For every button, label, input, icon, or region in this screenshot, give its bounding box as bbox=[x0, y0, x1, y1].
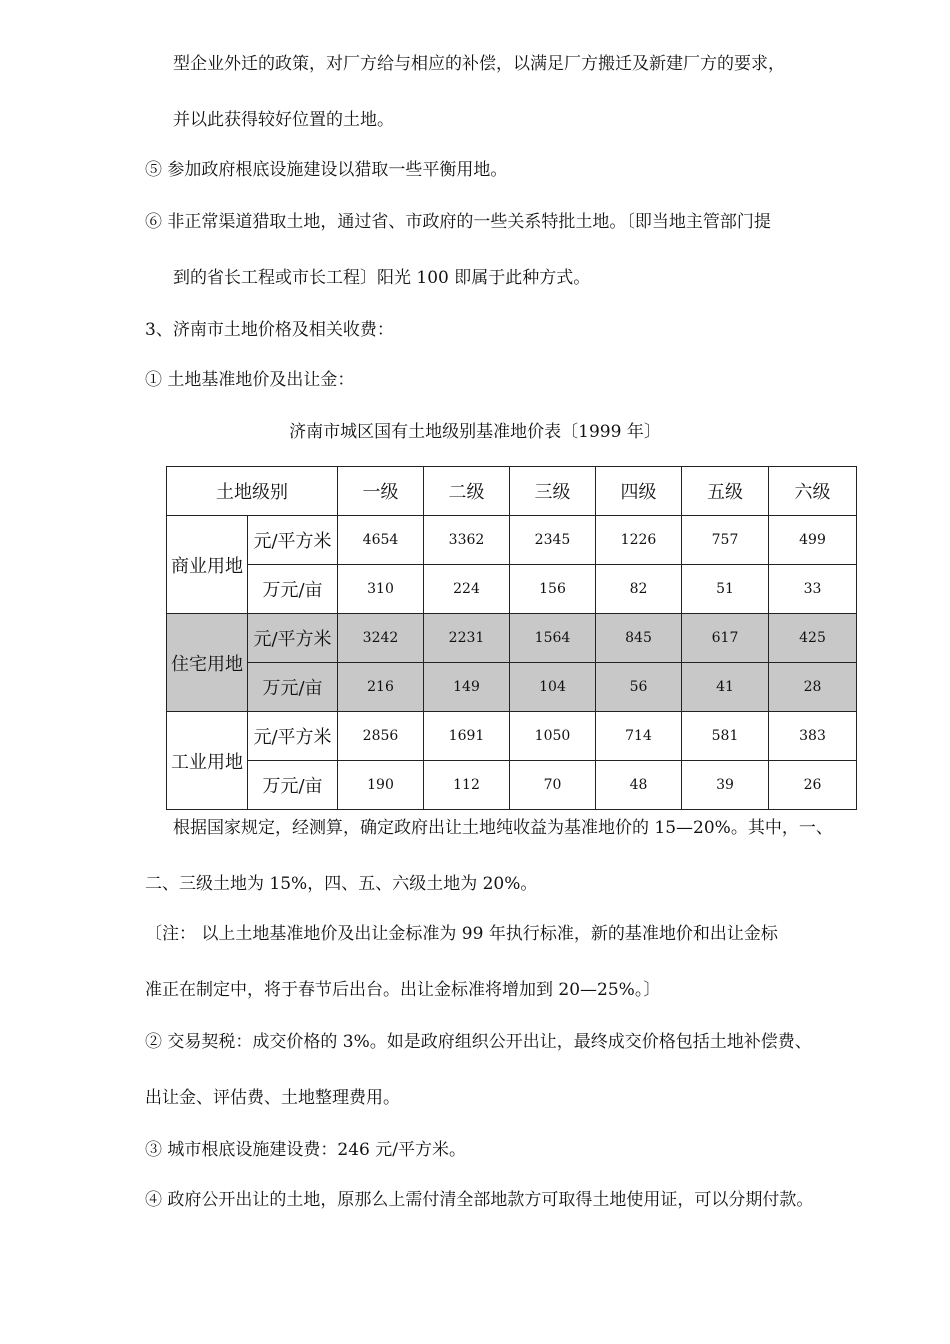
value-cell: 1050 bbox=[510, 712, 596, 761]
value-cell: 216 bbox=[338, 663, 424, 712]
value-cell: 383 bbox=[769, 712, 857, 761]
value-cell: 499 bbox=[769, 516, 857, 565]
value-cell: 82 bbox=[596, 565, 682, 614]
value-cell: 3362 bbox=[424, 516, 510, 565]
value-cell: 26 bbox=[769, 761, 857, 810]
paragraph-line: 出让金、评估费、土地整理费用。 bbox=[145, 1088, 400, 1108]
value-cell: 156 bbox=[510, 565, 596, 614]
value-cell: 714 bbox=[596, 712, 682, 761]
list-item-2: ② 交易契税：成交价格的 3%。如是政府组织公开出让，最终成交价格包括土地补偿费、 bbox=[145, 1032, 812, 1052]
header-cell: 五级 bbox=[682, 467, 769, 516]
value-cell: 28 bbox=[769, 663, 857, 712]
value-cell: 224 bbox=[424, 565, 510, 614]
unit-cell: 万元/亩 bbox=[248, 565, 338, 614]
table-row bbox=[167, 565, 857, 614]
paragraph-line: 型企业外迁的政策，对厂方给与相应的补偿，以满足厂方搬迁及新建厂方的要求， bbox=[173, 54, 785, 74]
value-cell: 39 bbox=[682, 761, 769, 810]
category-cell: 商业用地 bbox=[167, 516, 248, 614]
value-cell: 3242 bbox=[338, 614, 424, 663]
value-cell: 2345 bbox=[510, 516, 596, 565]
paragraph-line: 二、三级土地为 15%，四、五、六级土地为 20%。 bbox=[145, 874, 538, 894]
value-cell: 33 bbox=[769, 565, 857, 614]
unit-cell: 万元/亩 bbox=[248, 663, 338, 712]
header-cell: 土地级别 bbox=[167, 467, 338, 516]
value-cell: 41 bbox=[682, 663, 769, 712]
value-cell: 56 bbox=[596, 663, 682, 712]
value-cell: 757 bbox=[682, 516, 769, 565]
value-cell: 425 bbox=[769, 614, 857, 663]
value-cell: 104 bbox=[510, 663, 596, 712]
land-price-table bbox=[166, 466, 857, 810]
paragraph-line: 到的省长工程或市长工程〕阳光 100 即属于此种方式。 bbox=[173, 268, 591, 288]
list-item-5: ⑤ 参加政府根底设施建设以猎取一些平衡用地。 bbox=[145, 160, 508, 180]
value-cell: 617 bbox=[682, 614, 769, 663]
value-cell: 70 bbox=[510, 761, 596, 810]
note-line: 〔注： 以上土地基准地价及出让金标准为 99 年执行标准，新的基准地价和出让金标 bbox=[145, 924, 778, 944]
table-row bbox=[167, 761, 857, 810]
category-cell: 工业用地 bbox=[167, 712, 248, 810]
value-cell: 51 bbox=[682, 565, 769, 614]
list-item-6: ⑥ 非正常渠道猎取土地，通过省、市政府的一些关系特批土地。〔即当地主管部门提 bbox=[145, 212, 771, 232]
paragraph-line: 并以此获得较好位置的土地。 bbox=[173, 110, 394, 130]
unit-cell: 元/平方米 bbox=[248, 516, 338, 565]
paragraph-line: 根据国家规定，经测算，确定政府出让土地纯收益为基准地价的 15—20%。其中，一、 bbox=[173, 818, 833, 838]
value-cell: 48 bbox=[596, 761, 682, 810]
header-cell: 二级 bbox=[424, 467, 510, 516]
unit-cell: 元/平方米 bbox=[248, 614, 338, 663]
header-cell: 三级 bbox=[510, 467, 596, 516]
table-row bbox=[167, 712, 857, 761]
header-cell: 六级 bbox=[769, 467, 857, 516]
value-cell: 845 bbox=[596, 614, 682, 663]
value-cell: 190 bbox=[338, 761, 424, 810]
value-cell: 149 bbox=[424, 663, 510, 712]
value-cell: 310 bbox=[338, 565, 424, 614]
value-cell: 581 bbox=[682, 712, 769, 761]
header-cell: 四级 bbox=[596, 467, 682, 516]
table-header-row bbox=[167, 467, 857, 516]
section-heading: 3、济南市土地价格及相关收费： bbox=[145, 320, 394, 340]
value-cell: 1226 bbox=[596, 516, 682, 565]
list-item-3: ③ 城市根底设施建设费：246 元/平方米。 bbox=[145, 1140, 466, 1160]
value-cell: 4654 bbox=[338, 516, 424, 565]
table-row bbox=[167, 614, 857, 663]
value-cell: 2856 bbox=[338, 712, 424, 761]
table-row bbox=[167, 516, 857, 565]
header-cell: 一级 bbox=[338, 467, 424, 516]
table-caption: 济南市城区国有土地级别基准地价表〔1999 年〕 bbox=[289, 422, 661, 442]
note-line: 准正在制定中，将于春节后出台。出让金标准将增加到 20—25%。〕 bbox=[145, 980, 661, 1000]
table-row bbox=[167, 663, 857, 712]
value-cell: 1564 bbox=[510, 614, 596, 663]
value-cell: 112 bbox=[424, 761, 510, 810]
category-cell: 住宅用地 bbox=[167, 614, 248, 712]
list-item-4: ④ 政府公开出让的土地，原那么上需付清全部地款方可取得土地使用证，可以分期付款。 bbox=[145, 1190, 814, 1210]
unit-cell: 元/平方米 bbox=[248, 712, 338, 761]
value-cell: 2231 bbox=[424, 614, 510, 663]
subsection-heading: ① 土地基准地价及出让金： bbox=[145, 370, 355, 390]
value-cell: 1691 bbox=[424, 712, 510, 761]
unit-cell: 万元/亩 bbox=[248, 761, 338, 810]
